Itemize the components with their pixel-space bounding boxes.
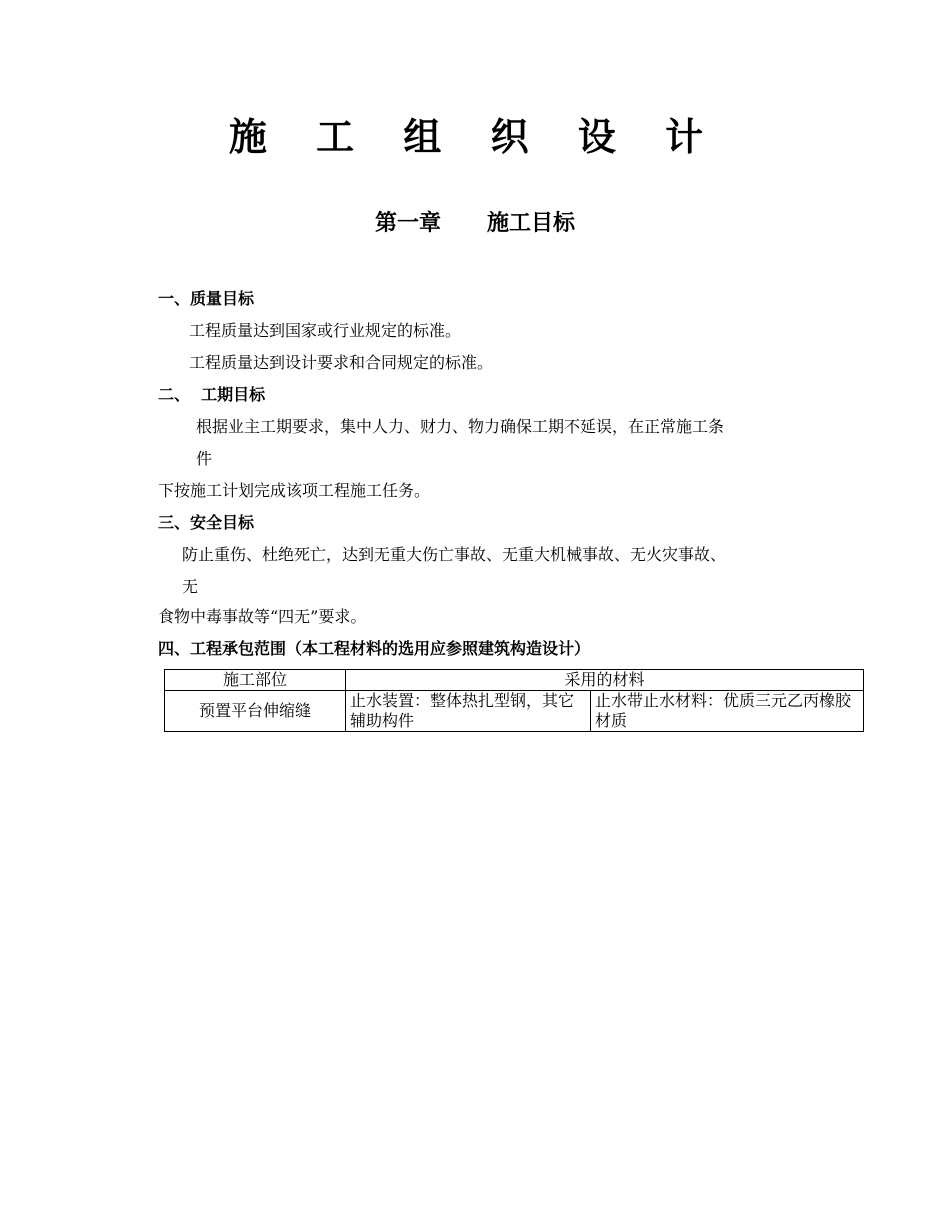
table-header-cell: 施工部位: [165, 670, 346, 691]
table-row: [165, 691, 864, 732]
paragraph-line: 工程质量达到国家或行业规定的标准。: [189, 321, 462, 340]
section-heading-safety: 三、安全目标: [158, 513, 255, 532]
table-cell: 预置平台伸缩缝: [165, 691, 346, 732]
table-cell: 止水装置：整体热扎型钢，其它辅助构件: [346, 691, 591, 732]
chapter-title: 第一章 施工目标: [375, 211, 575, 236]
table-cell: 止水带止水材料：优质三元乙丙橡胶材质: [591, 691, 864, 732]
paragraph-line: 防止重伤、杜绝死亡，达到无重大伤亡事故、无重大机械事故、无火灾事故、: [182, 545, 727, 564]
paragraph-line: 件: [196, 449, 213, 468]
paragraph-line: 下按施工计划完成该项工程施工任务。: [158, 481, 431, 500]
table-header-row: [165, 670, 864, 691]
section-heading-scope: 四、工程承包范围（本工程材料的选用应参照建筑构造设计）: [158, 639, 591, 658]
paragraph-line: 食物中毒事故等“四无”要求。: [158, 607, 367, 626]
paragraph-line: 无: [182, 577, 199, 596]
scope-table: [164, 669, 864, 732]
section-heading-schedule: 二、 工期目标: [158, 385, 266, 404]
paragraph-line: 根据业主工期要求，集中人力、财力、物力确保工期不延误，在正常施工条: [196, 417, 725, 436]
table-header-cell: 采用的材料: [346, 670, 864, 691]
paragraph-line: 工程质量达到设计要求和合同规定的标准。: [189, 353, 494, 372]
document-title: 施 工 组 织 设 计: [228, 115, 722, 159]
section-heading-quality: 一、质量目标: [158, 289, 255, 308]
